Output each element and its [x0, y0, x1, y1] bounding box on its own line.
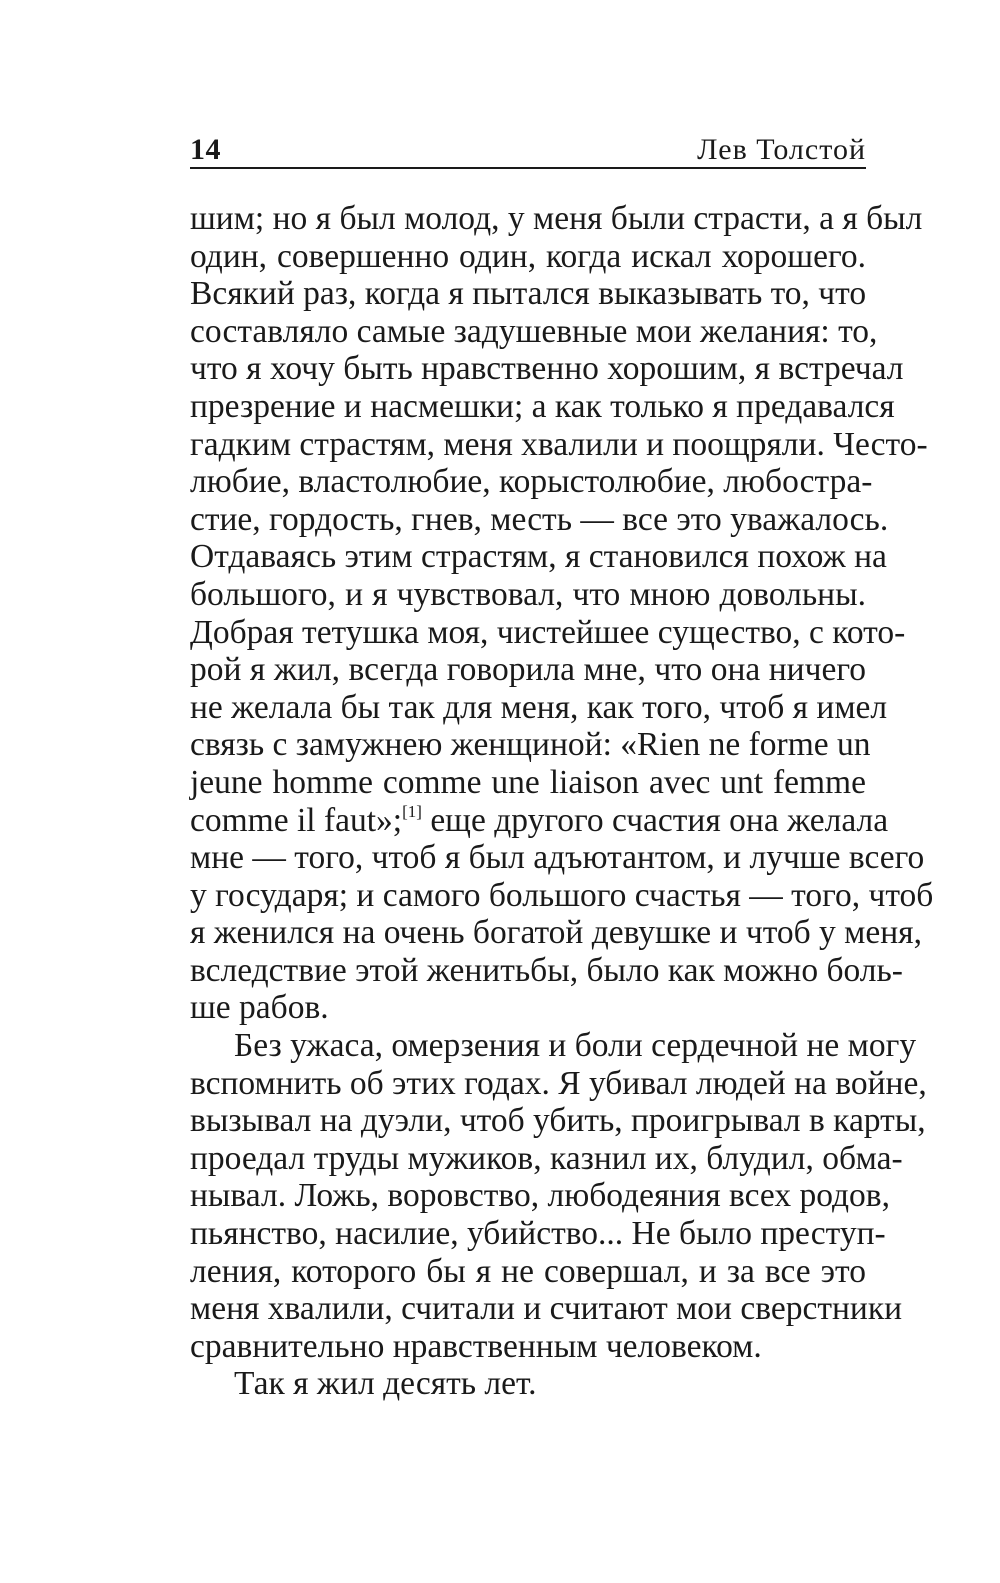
- footnote-reference: [1]: [402, 801, 422, 821]
- text-line: сравнительно нравственным человеком.: [190, 1327, 762, 1365]
- text-line: что я хочу быть нравственно хорошим, я встречал: [190, 350, 904, 388]
- text-line: jeune homme comme une liaison avec unt femme: [190, 763, 866, 801]
- paragraph-1: [190, 200, 934, 1027]
- text-line: я женился на очень богатой девушке и чтоб у меня,: [190, 914, 922, 952]
- text-line: Всякий раз, когда я пытался выказывать то, что: [190, 275, 867, 313]
- text-line: составляло самые задушевные мои желания: то,: [190, 312, 878, 350]
- text-line: у государя; и самого большого счастья — того, чтоб: [190, 876, 934, 914]
- text-line: ше рабов.: [190, 989, 329, 1027]
- footnote-line-before: comme il faut»;: [190, 801, 403, 839]
- text-line: Отдаваясь этим страстям, я становился похож на: [190, 538, 887, 576]
- body-text: [190, 200, 934, 1403]
- text-line: рой я жил, всегда говорила мне, что она ничего: [190, 651, 866, 689]
- page-number: 14: [190, 133, 221, 166]
- text-line: стие, гордость, гнев, месть — все это уважалось.: [190, 500, 889, 538]
- text-line: проедал труды мужиков, казнил их, блудил, обма-: [190, 1139, 903, 1177]
- text-line: вызывал на дуэли, чтоб убить, проигрывал в карты,: [190, 1102, 926, 1140]
- text-line: не желала бы так для меня, как того, чтоб я имел: [190, 688, 888, 726]
- paragraph-2: [190, 1027, 927, 1365]
- text-line: связь с замужнею женщиной: «Rien ne forme un: [190, 726, 871, 764]
- text-line: ления, которого бы я не совершал, и за все это: [190, 1252, 866, 1290]
- text-line-with-footnote: [190, 801, 889, 840]
- text-line: один, совершенно один, когда искал хорошего.: [190, 237, 866, 275]
- text-line: любие, властолюбие, корыстолюбие, любостра-: [190, 463, 873, 501]
- text-line: нывал. Ложь, воровство, любодеяния всех родов,: [190, 1177, 890, 1215]
- running-title: Лев Толстой: [697, 133, 866, 166]
- text-line: вспомнить об этих годах. Я убивал людей на войне,: [190, 1064, 927, 1102]
- text-line: гадким страстям, меня хвалили и поощряли. Често-: [190, 425, 928, 463]
- text-line: меня хвалили, считали и считают мои сверстники: [190, 1290, 903, 1328]
- text-line: презрение и насмешки; а как только я предавался: [190, 387, 895, 425]
- footnote-line-after: еще другого счастия она желала: [421, 801, 889, 839]
- text-line: шим; но я был молод, у меня были страсти, а я был: [190, 200, 923, 237]
- book-page: [190, 0, 934, 1583]
- text-line: Без ужаса, омерзения и боли сердечной не могу: [234, 1027, 917, 1065]
- text-line: Так я жил десять лет.: [234, 1365, 537, 1403]
- text-line: пьянство, насилие, убийство... Не было преступ-: [190, 1215, 886, 1253]
- text-line: вследствие этой женитьбы, было как можно боль-: [190, 951, 903, 989]
- running-head: [190, 128, 866, 168]
- text-line: Добрая тетушка моя, чистейшее существо, с кото-: [190, 613, 906, 651]
- text-line: мне — того, чтоб я был адъютантом, и лучше всего: [190, 839, 925, 877]
- text-line: большого, и я чувствовал, что мною довольны.: [190, 575, 866, 613]
- header-rule: [190, 167, 866, 169]
- paragraph-3: [190, 1365, 866, 1403]
